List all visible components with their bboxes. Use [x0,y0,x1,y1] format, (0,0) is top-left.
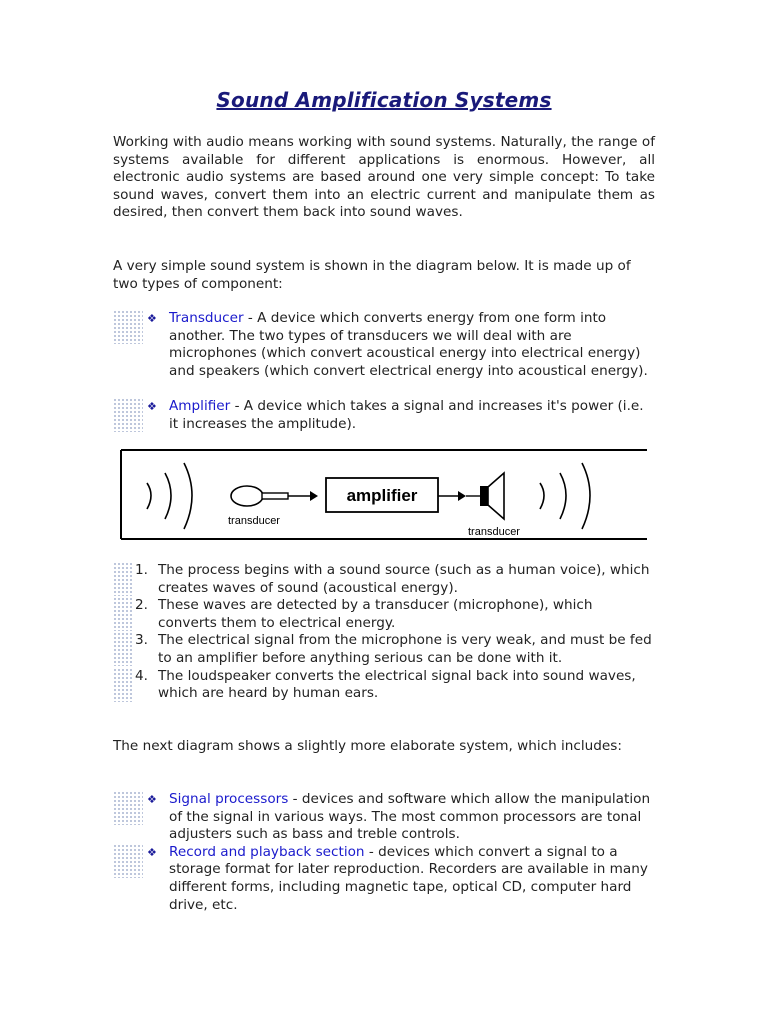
term-record-playback: Record and playback section [169,843,365,860]
term-transducer: Transducer [169,310,244,326]
diamond-bullet-icon: ❖ [147,793,157,806]
dotted-marker-decoration [113,310,143,344]
dotted-marker-decoration [113,844,143,878]
extras-list [113,791,655,914]
list-item [113,632,655,667]
step-number: 1. [135,562,148,578]
list-item [113,844,655,914]
diamond-bullet-icon: ❖ [147,312,157,325]
page-title: Sound Amplification Systems [216,88,552,112]
list-item [113,668,655,703]
list-item [113,791,655,844]
step-number: 4. [135,667,148,684]
loudspeaker-icon [466,473,504,519]
step-text: The process begins with a sound source (such as a human voice), which creates waves of sound (acoustical energy). [158,562,650,596]
outgoing-sound-waves-icon [540,463,590,529]
list-item [113,597,655,632]
dotted-marker-decoration [113,562,133,596]
term-signal-processors: Signal processors [169,791,289,807]
speaker-transducer-label: transducer [468,526,520,538]
diamond-bullet-icon: ❖ [147,845,157,859]
step-number: 2. [135,597,148,614]
step-text: These waves are detected by a transducer (microphone), which converts them to electrical energy. [158,597,593,631]
list-item [113,398,655,433]
step-text: The electrical signal from the microphone is very weak, and must be fed to an amplifier before anything serious can be done with it. [158,632,652,666]
term-amplifier: Amplifier [169,398,231,414]
term-description: - A device which converts energy from one form into another. The two types of transducers we will deal with are microphones (which convert acoustical energy into electrical energy) and speakers (which convert electrical energy into acoustical energy). [169,310,648,379]
simple-system-paragraph: A very simple sound system is shown in the diagram below. It is made up of two types of component: [113,258,631,292]
process-steps-list [113,562,655,703]
incoming-sound-waves-icon [147,463,192,529]
list-item [113,310,655,398]
amplifier-label: amplifier [346,486,418,505]
term-description: - devices which convert a signal to a storage format for later reproduction. Recorders are available in many different forms, including magnetic tape, optical CD, computer hard drive, etc. [169,843,648,913]
dotted-marker-decoration [113,791,143,825]
dotted-marker-decoration [113,398,143,432]
list-item [113,562,655,597]
diamond-bullet-icon: ❖ [147,400,157,413]
sound-system-diagram [120,449,648,541]
mic-transducer-label: transducer [228,515,280,527]
component-list [113,310,655,433]
signal-arrow-icon [438,491,466,501]
term-description: - devices and software which allow the manipulation of the signal in various ways. The most common processors are tonal adjusters such as bass and treble controls. [169,791,651,843]
microphone-icon [231,486,318,506]
dotted-marker-decoration [113,597,133,631]
term-description: - A device which takes a signal and increases it's power (i.e. it increases the amplitude). [169,398,644,432]
dotted-marker-decoration [113,668,133,702]
dotted-marker-decoration [113,632,133,666]
step-number: 3. [135,632,148,649]
step-text: The loudspeaker converts the electrical signal back into sound waves, which are heard by human ears. [158,667,636,702]
next-diagram-paragraph: The next diagram shows a slightly more elaborate system, which includes: [113,738,622,754]
intro-paragraph: Working with audio means working with sound systems. Naturally, the range of systems available for different applications is enormous. However, all electronic audio systems are based around one very simple concept: To take sound waves, convert them into an electric current and manipulate them as desired, then convert them back into sound waves. [113,134,655,221]
